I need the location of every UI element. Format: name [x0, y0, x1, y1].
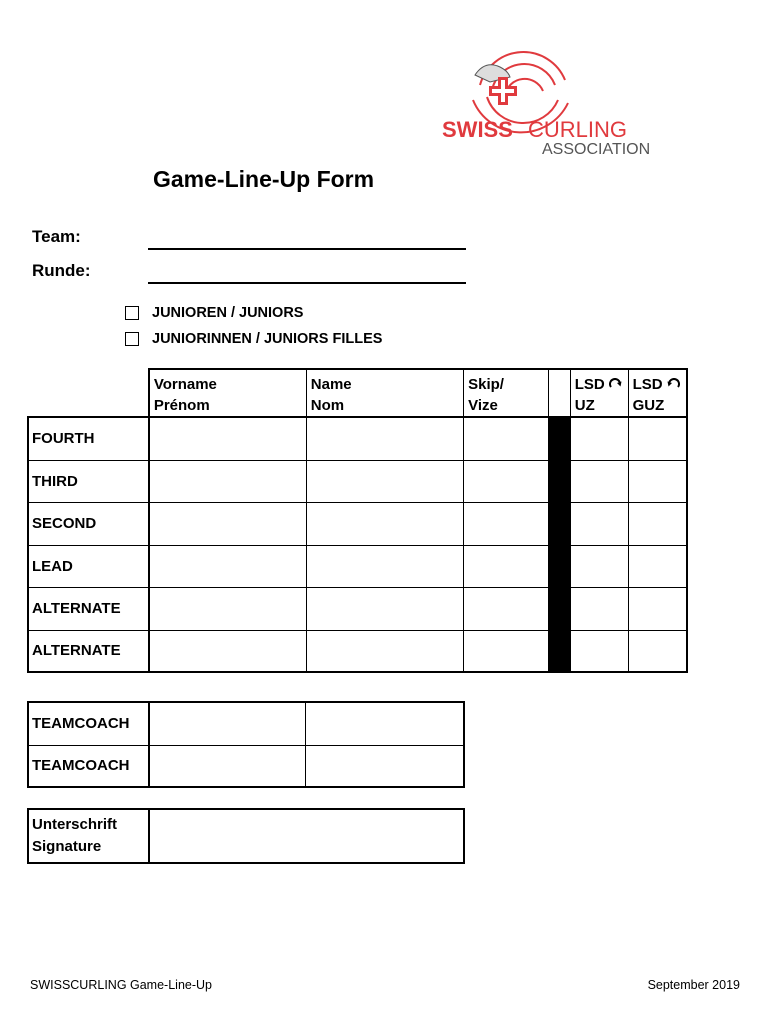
- skip-header-line1: Skip/: [468, 376, 504, 393]
- swisscurling-logo-graphic: [440, 45, 690, 160]
- position-label: SECOND: [28, 502, 149, 545]
- juniors-checkbox[interactable]: [125, 306, 139, 320]
- lsd-cw-cell[interactable]: [570, 587, 628, 630]
- table-row: [28, 702, 464, 745]
- table-row: [28, 417, 687, 460]
- junior-girls-checkbox[interactable]: [125, 332, 139, 346]
- footer-left: SWISSCURLING Game-Line-Up: [30, 978, 212, 992]
- firstname-cell[interactable]: [149, 460, 306, 502]
- team-label: Team:: [32, 227, 81, 246]
- name-cell[interactable]: [306, 545, 463, 587]
- table-row: [28, 502, 687, 545]
- name-cell[interactable]: [306, 417, 463, 460]
- name-cell[interactable]: [306, 587, 463, 630]
- lsd-ccw-header-line1: LSD: [632, 376, 663, 393]
- firstname-header: [149, 369, 306, 417]
- coach-name-cell[interactable]: [306, 702, 464, 745]
- round-field[interactable]: [148, 282, 466, 284]
- lsd-ccw-header: [628, 369, 687, 417]
- table-row: [28, 745, 464, 787]
- skip-cell[interactable]: [464, 630, 549, 672]
- coach-firstname-cell[interactable]: [149, 702, 306, 745]
- name-cell[interactable]: [306, 502, 463, 545]
- firstname-header-de: Vorname: [153, 376, 217, 393]
- black-spacer-cell: [548, 502, 570, 545]
- position-label: THIRD: [28, 460, 149, 502]
- team-field[interactable]: [148, 248, 466, 250]
- signature-label: [28, 809, 149, 863]
- lsd-cw-header-line2: UZ: [574, 397, 595, 414]
- swisscurling-logo: [440, 45, 690, 160]
- signature-label-de: Unterschrift: [32, 816, 118, 833]
- clockwise-arrow-icon: [609, 378, 622, 389]
- lsd-ccw-cell[interactable]: [628, 502, 687, 545]
- skip-header: [464, 369, 549, 417]
- black-spacer-cell: [548, 460, 570, 502]
- lsd-ccw-cell[interactable]: [628, 630, 687, 672]
- lsd-ccw-cell[interactable]: [628, 545, 687, 587]
- name-header-de: Name: [310, 376, 352, 393]
- lsd-cw-header-line1: LSD: [574, 376, 605, 393]
- firstname-header-fr: Prénom: [153, 397, 210, 414]
- skip-header-line2: Vize: [468, 397, 498, 414]
- round-label: Runde:: [32, 261, 91, 280]
- black-spacer-cell: [548, 587, 570, 630]
- coach-label: TEAMCOACH: [28, 702, 149, 745]
- position-label: FOURTH: [28, 417, 149, 460]
- skip-cell[interactable]: [464, 502, 549, 545]
- position-label: ALTERNATE: [28, 587, 149, 630]
- lsd-cw-header: [570, 369, 628, 417]
- lsd-ccw-cell[interactable]: [628, 460, 687, 502]
- firstname-cell[interactable]: [149, 502, 306, 545]
- lsd-cw-cell[interactable]: [570, 545, 628, 587]
- black-spacer-cell: [548, 545, 570, 587]
- black-spacer-cell: [548, 630, 570, 672]
- spacer-header: [548, 369, 570, 417]
- svg-text:SWISS: SWISS: [442, 117, 513, 142]
- junior-girls-checkbox-label: JUNIORINNEN / JUNIORS FILLES: [152, 331, 383, 347]
- lsd-ccw-cell[interactable]: [628, 587, 687, 630]
- firstname-cell[interactable]: [149, 587, 306, 630]
- signature-label-en: Signature: [32, 838, 102, 855]
- coach-label: TEAMCOACH: [28, 745, 149, 787]
- coach-name-cell[interactable]: [306, 745, 464, 787]
- skip-cell[interactable]: [464, 587, 549, 630]
- name-cell[interactable]: [306, 460, 463, 502]
- table-row: [28, 630, 687, 672]
- form-title: Game-Line-Up Form: [153, 166, 375, 192]
- lsd-cw-cell[interactable]: [570, 417, 628, 460]
- skip-cell[interactable]: [464, 545, 549, 587]
- svg-text:ASSOCIATION: ASSOCIATION: [542, 141, 651, 158]
- signature-field[interactable]: [149, 809, 464, 863]
- firstname-cell[interactable]: [149, 630, 306, 672]
- lsd-cw-cell[interactable]: [570, 630, 628, 672]
- black-spacer-cell: [548, 417, 570, 460]
- name-header-fr: Nom: [310, 397, 345, 414]
- name-cell[interactable]: [306, 630, 463, 672]
- signature-table: [27, 808, 465, 864]
- skip-cell[interactable]: [464, 460, 549, 502]
- coach-table: [27, 701, 465, 788]
- lineup-header-row: [28, 369, 687, 417]
- lsd-ccw-header-line2: GUZ: [632, 397, 665, 414]
- lsd-cw-cell[interactable]: [570, 460, 628, 502]
- table-row: [28, 545, 687, 587]
- table-row: [28, 809, 464, 863]
- coach-firstname-cell[interactable]: [149, 745, 306, 787]
- name-header: [306, 369, 463, 417]
- position-label: LEAD: [28, 545, 149, 587]
- counterclockwise-arrow-icon: [667, 378, 680, 389]
- svg-text:CURLING: CURLING: [528, 117, 628, 142]
- table-row: [28, 460, 687, 502]
- table-row: [28, 587, 687, 630]
- firstname-cell[interactable]: [149, 545, 306, 587]
- lsd-cw-cell[interactable]: [570, 502, 628, 545]
- position-label: ALTERNATE: [28, 630, 149, 672]
- empty-header-cell: [28, 369, 149, 417]
- firstname-cell[interactable]: [149, 417, 306, 460]
- skip-cell[interactable]: [464, 417, 549, 460]
- lsd-ccw-cell[interactable]: [628, 417, 687, 460]
- lineup-table: [27, 368, 688, 673]
- footer-right: September 2019: [647, 978, 740, 992]
- juniors-checkbox-label: JUNIOREN / JUNIORS: [152, 305, 304, 321]
